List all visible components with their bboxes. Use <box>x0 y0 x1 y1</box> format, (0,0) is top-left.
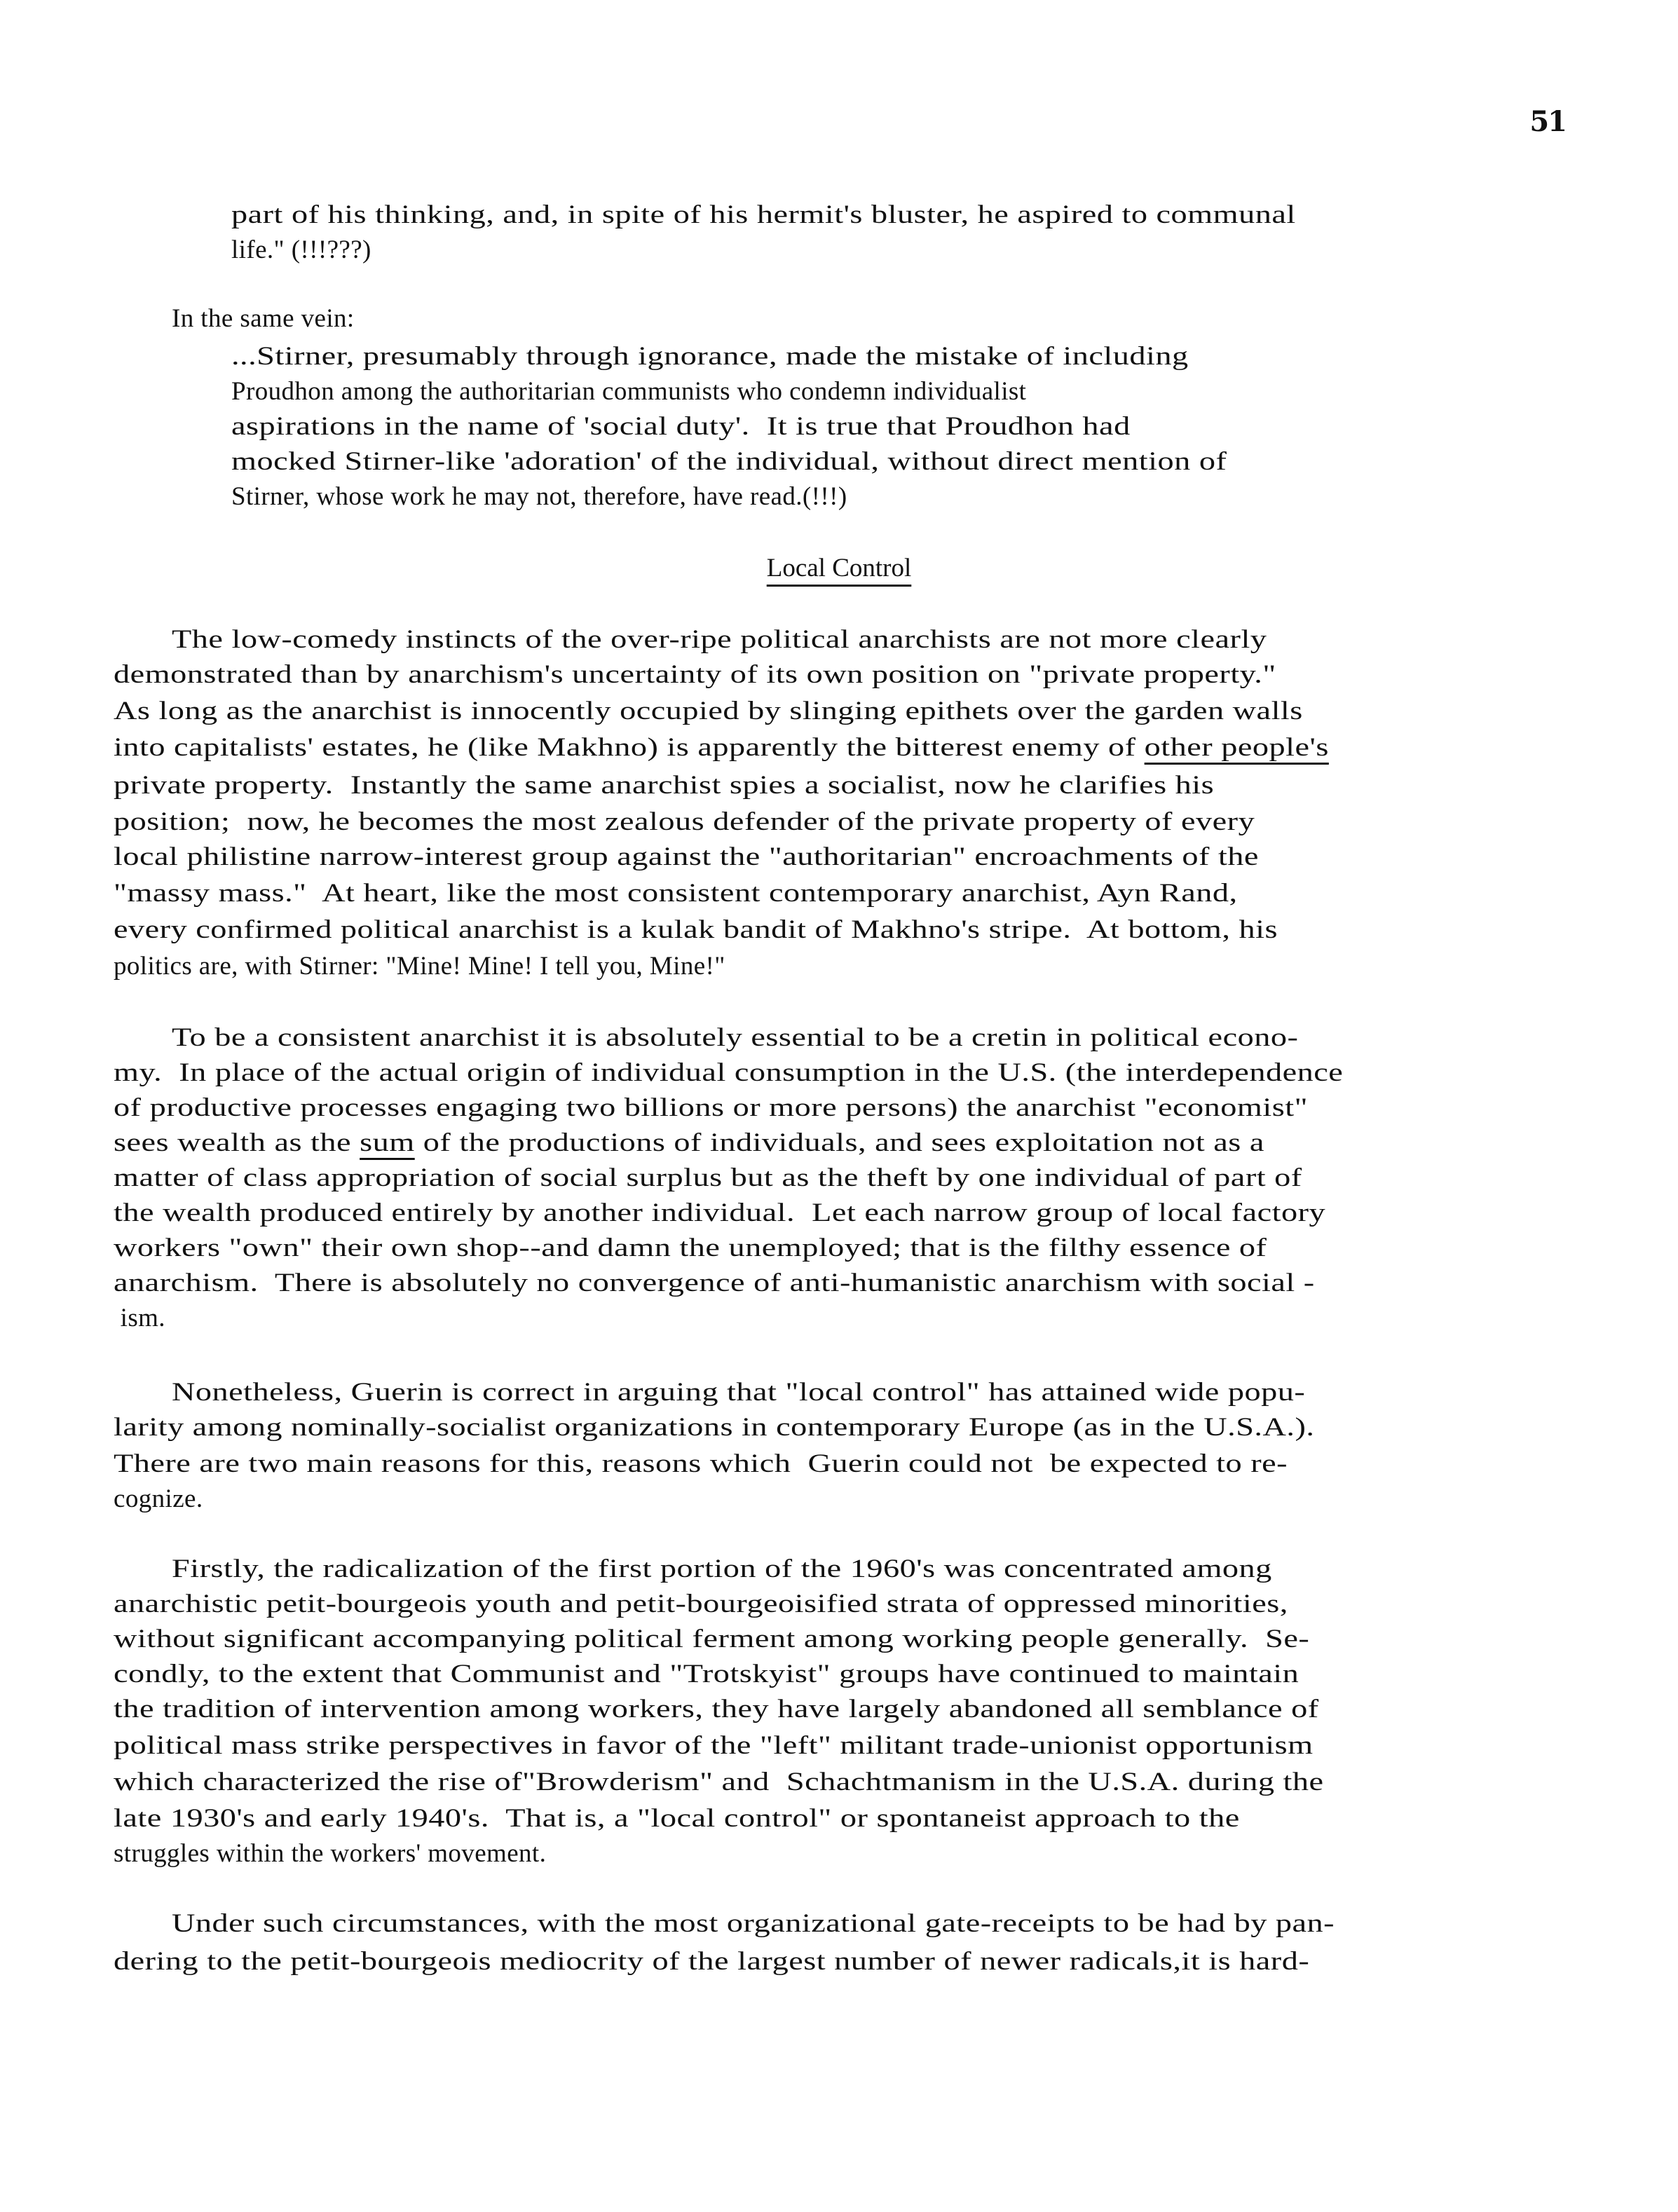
paragraph-line: struggles within the workers' movement. <box>114 1839 547 1868</box>
paragraph-line: the tradition of intervention among workers, they have largely abandoned all semblance of <box>114 1695 1319 1723</box>
paragraph-line: matter of class appropriation of social surplus but as the theft by one individual of part of <box>114 1163 1302 1192</box>
block-quote-line: aspirations in the name of 'social duty'. It is true that Proudhon had <box>231 412 1131 441</box>
paragraph-line: every confirmed political anarchist is a kulak bandit of Makhno's stripe. At bottom, his <box>114 915 1278 944</box>
paragraph-line: workers "own" their own shop--and damn the unemployed; that is the filthy essence of <box>114 1234 1267 1262</box>
intro-line: In the same vein: <box>172 304 355 333</box>
paragraph-line <box>114 730 1329 765</box>
block-quote-line: Stirner, whose work he may not, therefore, have read.(!!!) <box>231 482 847 511</box>
page-number: 51 <box>1529 105 1566 138</box>
paragraph-line: dering to the petit-bourgeois mediocrity of the largest number of newer radicals,it is hard- <box>114 1947 1310 1976</box>
block-quote-line: ...Stirner, presumably through ignorance, made the mistake of including <box>231 342 1189 371</box>
paragraph-line: of productive processes engaging two billions or more persons) the anarchist "economist" <box>114 1093 1308 1122</box>
paragraph-line: ism. <box>114 1304 165 1332</box>
paragraph-line: Under such circumstances, with the most organizational gate-receipts to be had by pan- <box>172 1909 1335 1938</box>
paragraph-line: demonstrated than by anarchism's uncertainty of its own position on "private property." <box>114 660 1276 689</box>
paragraph-line: Nonetheless, Guerin is correct in arguing that "local control" has attained wide popu- <box>172 1378 1306 1407</box>
paragraph-line: "massy mass." At heart, like the most consistent contemporary anarchist, Ayn Rand, <box>114 879 1238 908</box>
paragraph-line: cognize. <box>114 1484 203 1513</box>
paragraph-line: anarchism. There is absolutely no convergence of anti-humanistic anarchism with social - <box>114 1269 1315 1297</box>
quote-continuation-line: part of his thinking, and, in spite of his hermit's bluster, he aspired to communal <box>231 200 1296 229</box>
block-quote-line: Proudhon among the authoritarian communists who condemn individualist <box>231 377 1027 406</box>
quote-continuation-line: life." (!!!???) <box>231 235 371 264</box>
paragraph-line: position; now, he becomes the most zealous defender of the private property of every <box>114 807 1255 836</box>
paragraph-line-text: of the productions of individuals, and sees exploitation not as a <box>414 1128 1264 1157</box>
paragraph-line: local philistine narrow-interest group against the "authoritarian" encroachments of the <box>114 842 1259 871</box>
paragraph-line: larity among nominally-socialist organizations in contemporary Europe (as in the U.S.A.). <box>114 1413 1315 1442</box>
paragraph-line: the wealth produced entirely by another individual. Let each narrow group of local factory <box>114 1199 1326 1227</box>
paragraph-line: Firstly, the radicalization of the first portion of the 1960's was concentrated among <box>172 1555 1272 1583</box>
underlined-word: sum <box>360 1128 415 1157</box>
section-heading <box>0 551 1678 586</box>
paragraph-line <box>114 1126 1264 1161</box>
paragraph-line: political mass strike perspectives in favor of the "left" militant trade-unionist opportunism <box>114 1731 1314 1760</box>
paragraph-line-text: sees wealth as the <box>114 1128 360 1157</box>
paragraph-line-text: into capitalists' estates, he (like Makhno) is apparently the bitterest enemy of <box>114 733 1145 762</box>
underlined-phrase: other people's <box>1144 733 1329 762</box>
paragraph-line: my. In place of the actual origin of individual consumption in the U.S. (the interdependence <box>114 1058 1344 1087</box>
paragraph-line: To be a consistent anarchist it is absolutely essential to be a cretin in political econo- <box>172 1023 1299 1052</box>
paragraph-line: late 1930's and early 1940's. That is, a "local control" or spontaneist approach to the <box>114 1804 1240 1833</box>
paragraph-line: without significant accompanying political ferment among working people generally. Se- <box>114 1625 1310 1653</box>
paragraph-line: politics are, with Stirner: "Mine! Mine! I tell you, Mine!" <box>114 952 725 981</box>
section-heading-text: Local Control <box>766 554 912 582</box>
paragraph-line: The low-comedy instincts of the over-ripe political anarchists are not more clearly <box>172 625 1267 654</box>
paragraph-line: anarchistic petit-bourgeois youth and petit-bourgeoisified strata of oppressed minorities, <box>114 1590 1288 1618</box>
paragraph-line: There are two main reasons for this, reasons which Guerin could not be expected to re- <box>114 1449 1288 1478</box>
paragraph-line: condly, to the extent that Communist and "Trotskyist" groups have continued to maintain <box>114 1660 1300 1688</box>
block-quote-line: mocked Stirner-like 'adoration' of the individual, without direct mention of <box>231 447 1227 476</box>
paragraph-line: which characterized the rise of"Browderism" and Schachtmanism in the U.S.A. during the <box>114 1768 1324 1796</box>
paragraph-line: private property. Instantly the same anarchist spies a socialist, now he clarifies his <box>114 771 1215 800</box>
paragraph-line: As long as the anarchist is innocently occupied by slinging epithets over the garden walls <box>114 697 1303 725</box>
